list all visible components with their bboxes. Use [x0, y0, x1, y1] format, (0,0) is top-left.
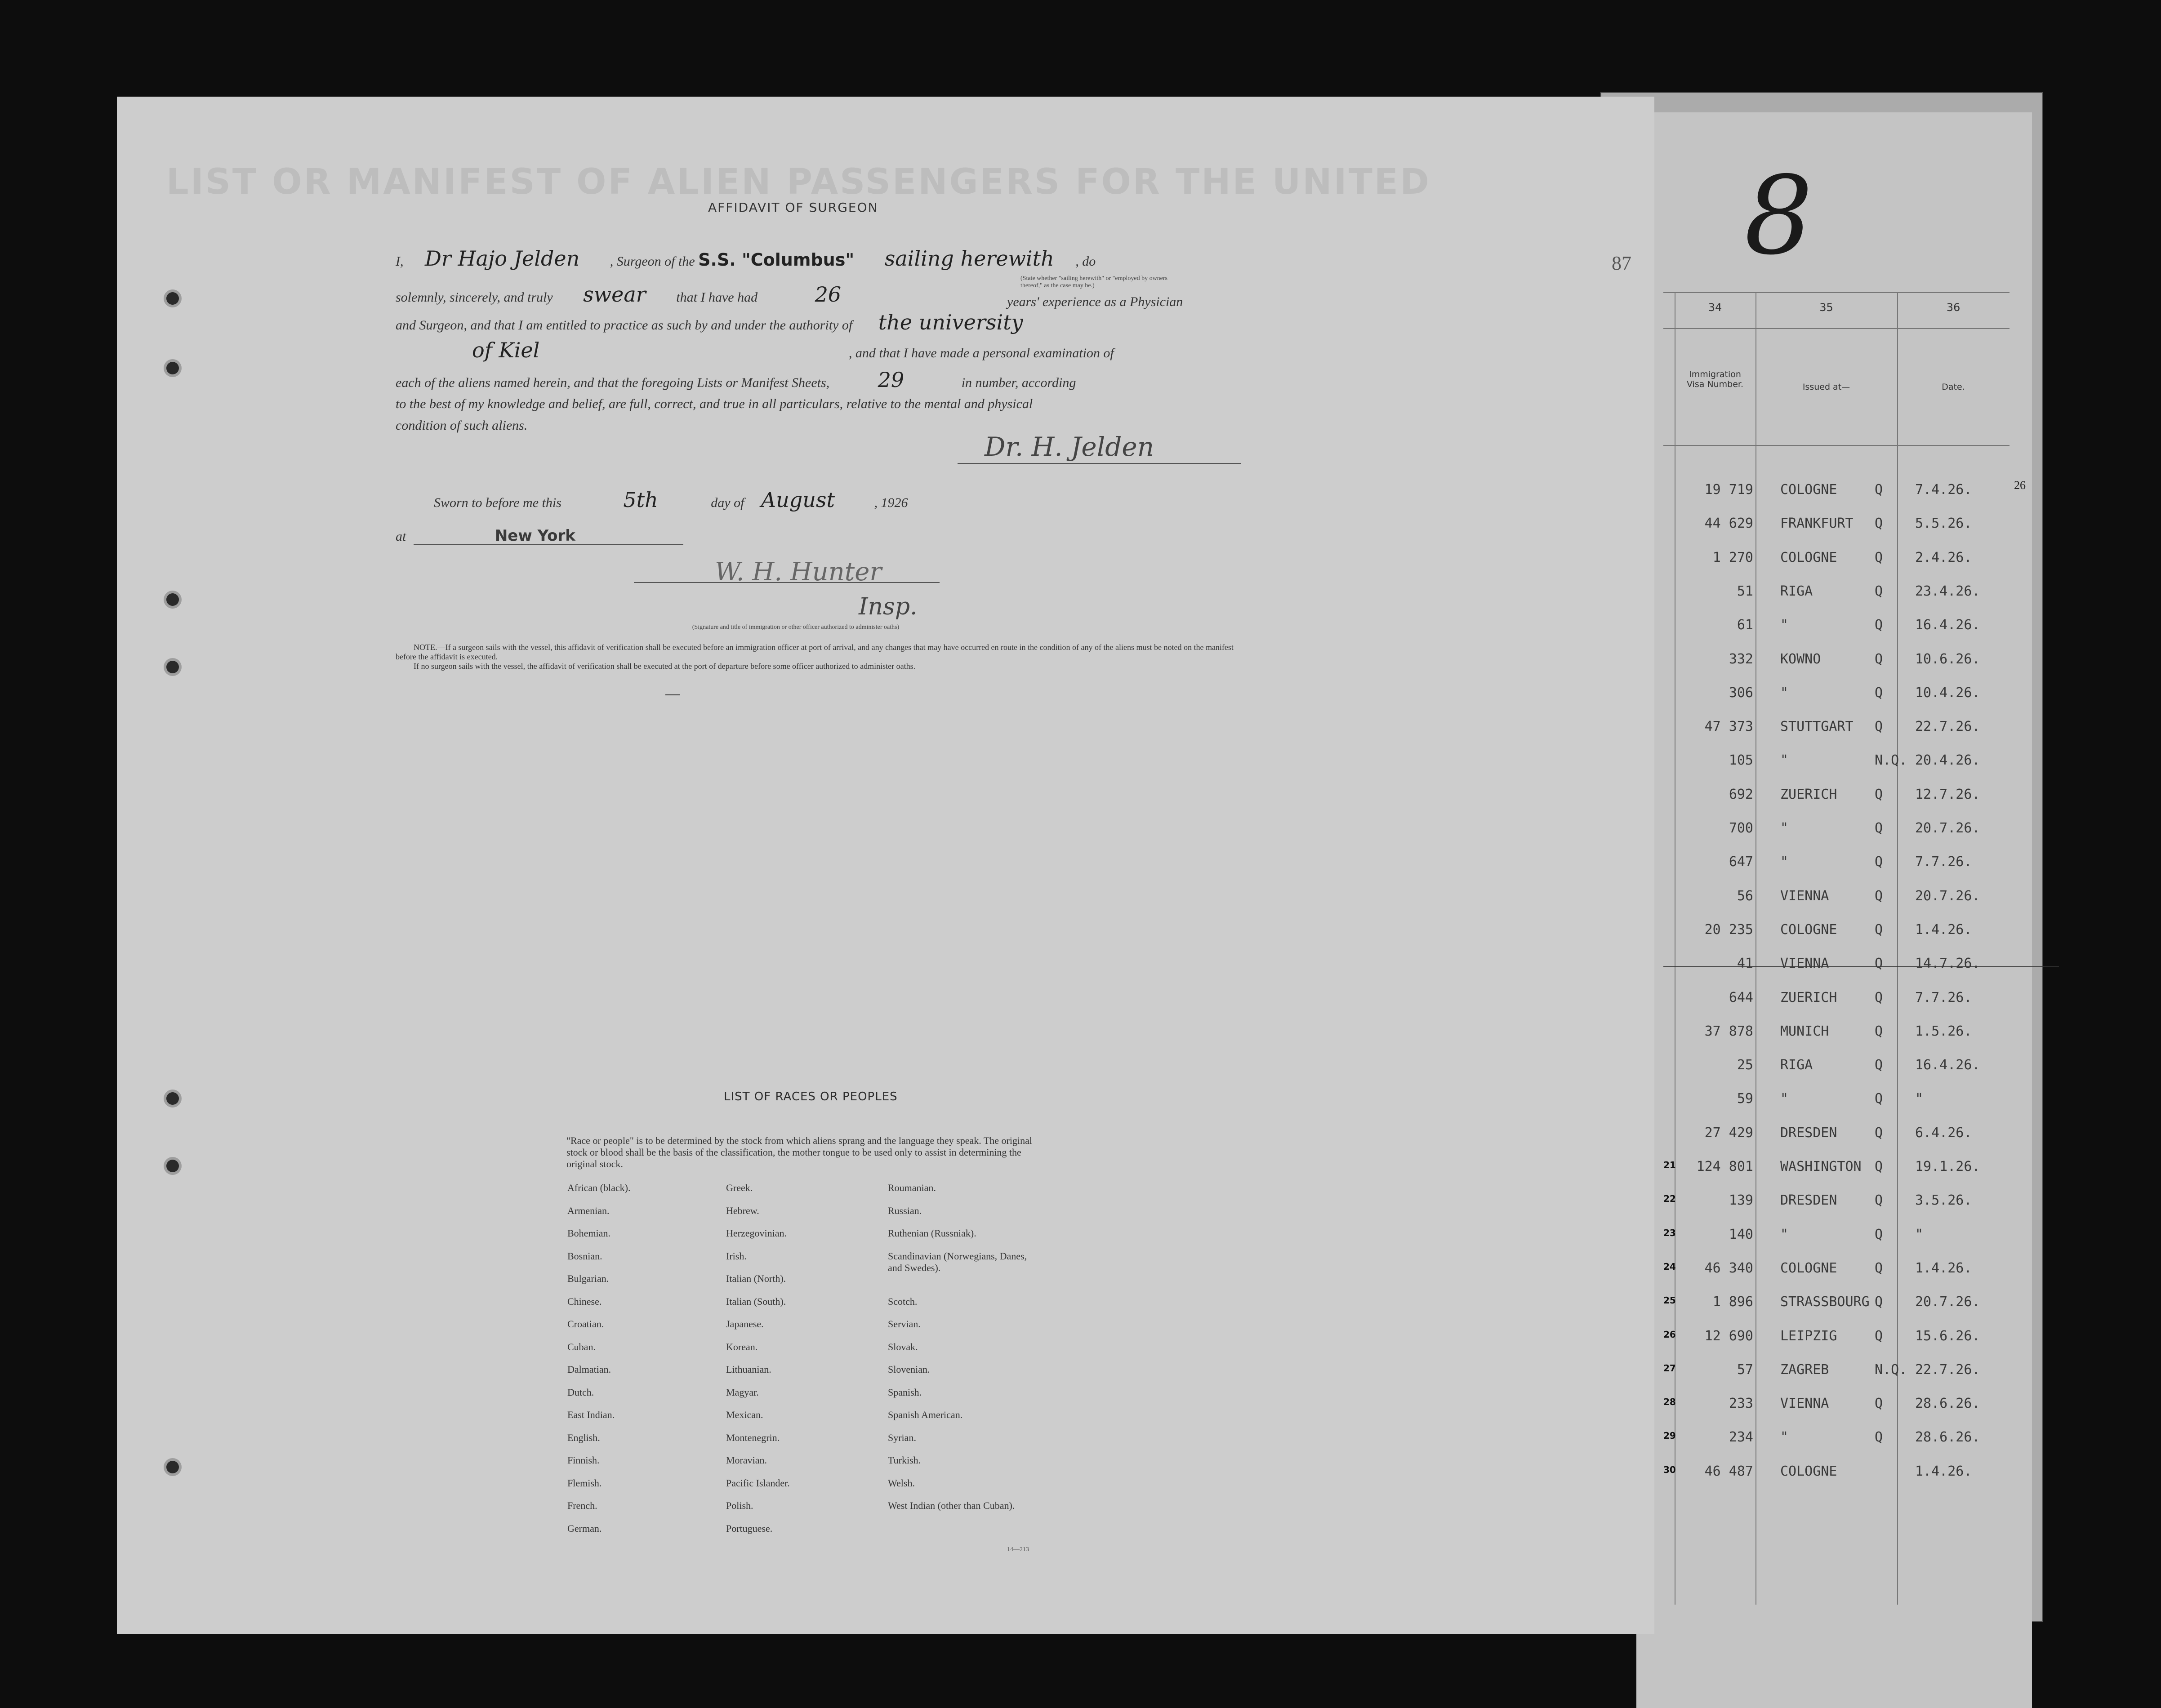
- issue-date: ": [1915, 1091, 1924, 1107]
- quota-mark: Q: [1875, 1057, 1883, 1073]
- text: in number, according: [961, 375, 1076, 390]
- issue-date: 20.7.26.: [1915, 1294, 1980, 1310]
- race-item: Mexican.: [726, 1409, 763, 1420]
- visa-number: 47 373: [1704, 719, 1753, 735]
- race-item: Magyar.: [726, 1386, 759, 1398]
- punch-hole: [166, 1160, 179, 1172]
- race-item: Greek.: [726, 1182, 753, 1193]
- issued-at: ZUERICH: [1780, 989, 1837, 1005]
- table-row: [1663, 1047, 2005, 1081]
- header-date: Date.: [1942, 382, 1965, 392]
- column-number-36: 36: [1946, 301, 1960, 314]
- visa-number: 233: [1729, 1396, 1753, 1412]
- race-item: German.: [567, 1522, 602, 1534]
- row-number: 23: [1663, 1227, 1676, 1238]
- text: , Surgeon of the: [610, 254, 695, 269]
- race-item: African (black).: [567, 1182, 631, 1193]
- issue-date: 1.4.26.: [1915, 921, 1972, 938]
- visa-number: 692: [1729, 786, 1753, 802]
- race-item: Scandinavian (Norwegians, Danes, and Swedes).: [888, 1250, 1027, 1273]
- table-row: [1663, 1115, 2005, 1149]
- table-row: [1663, 574, 2005, 608]
- surgeon-name: Dr Hajo Jelden: [425, 246, 580, 271]
- issued-at: ZUERICH: [1780, 786, 1837, 802]
- issue-date: 1.5.26.: [1915, 1023, 1972, 1039]
- table-subheader-rule: [1663, 445, 2010, 446]
- race-item: Finnish.: [567, 1454, 600, 1466]
- issue-date: 5.5.26.: [1915, 516, 1972, 532]
- affidavit-line-2-tail: years' experience as a Physician: [1007, 294, 1183, 309]
- table-row: [1663, 777, 2005, 811]
- stray-number: 87: [1612, 252, 1631, 274]
- quota-mark: Q: [1875, 583, 1883, 599]
- visa-number: 647: [1729, 854, 1753, 870]
- issue-date: 14.7.26.: [1915, 956, 1980, 972]
- race-item: Japanese.: [726, 1318, 764, 1330]
- quota-mark: Q: [1875, 1159, 1883, 1174]
- text: , 1926: [874, 495, 908, 510]
- quota-mark: Q: [1875, 1328, 1883, 1344]
- issue-date: 10.4.26.: [1915, 685, 1980, 701]
- row-number: 25: [1663, 1295, 1676, 1306]
- quota-mark: Q: [1875, 1396, 1883, 1412]
- table-row: [1663, 946, 2005, 980]
- issued-at: COLOGNE: [1780, 921, 1837, 938]
- quota-mark: Q: [1875, 651, 1883, 667]
- issue-date: 20.7.26.: [1915, 888, 1980, 904]
- races-column-3: [888, 1182, 1036, 1545]
- issued-at: WASHINGTON: [1780, 1159, 1862, 1174]
- signature-rule: [958, 463, 1241, 464]
- race-item: Chinese.: [567, 1295, 602, 1307]
- issued-at: COLOGNE: [1780, 1260, 1837, 1276]
- visa-number: 57: [1737, 1361, 1753, 1378]
- visa-number: 61: [1737, 617, 1753, 633]
- issued-at: COLOGNE: [1780, 482, 1837, 498]
- punch-hole: [166, 362, 179, 374]
- table-row: [1663, 1149, 2005, 1183]
- race-item: Hebrew.: [726, 1205, 759, 1216]
- race-item: Roumanian.: [888, 1182, 936, 1193]
- text: solemnly, sincerely, and truly: [396, 290, 553, 305]
- visa-number: 46 487: [1704, 1463, 1753, 1479]
- table-row: [1663, 472, 2005, 506]
- table-row: [1663, 743, 2005, 777]
- affidavit-line-5: [396, 368, 1076, 392]
- table-row: [1663, 810, 2005, 845]
- faded-manifest-title: LIST OR MANIFEST OF ALIEN PASSENGERS FOR THE UNITED: [166, 162, 1431, 202]
- punch-hole: [166, 1461, 179, 1473]
- quota-mark: Q: [1875, 956, 1883, 972]
- affidavit-line-6: to the best of my knowledge and belief, are full, correct, and true in all particulars, relative to the mental and physical: [396, 396, 1033, 411]
- table-row: [1663, 1352, 2005, 1386]
- visa-number: 59: [1737, 1091, 1753, 1107]
- place-rule: [414, 544, 683, 545]
- visa-number: 20 235: [1704, 921, 1753, 938]
- quota-mark: Q: [1875, 685, 1883, 701]
- races-column-1: [567, 1182, 630, 1545]
- issue-date: 1.4.26.: [1915, 1463, 1972, 1479]
- place: New York: [495, 527, 575, 545]
- issued-at: MUNICH: [1780, 1023, 1829, 1039]
- issued-at: ": [1780, 1226, 1789, 1242]
- affidavit-line-2: [396, 282, 841, 307]
- visa-number: 1 896: [1712, 1294, 1753, 1310]
- row-number: 27: [1663, 1362, 1676, 1374]
- visa-number: 140: [1729, 1226, 1753, 1242]
- header-issued-at: Issued at—: [1802, 382, 1850, 392]
- row-number: 22: [1663, 1193, 1676, 1205]
- table-header-rule: [1663, 328, 2010, 329]
- authority: the university: [878, 310, 1023, 334]
- sworn-day: 5th: [623, 488, 658, 512]
- issued-at: ZAGREB: [1780, 1361, 1829, 1378]
- table-row: [1663, 709, 2005, 743]
- quota-mark: N.Q.: [1875, 752, 1907, 769]
- table-row: [1663, 1183, 2005, 1217]
- sheet-count: 29: [878, 368, 905, 392]
- race-item: Italian (North).: [726, 1273, 786, 1284]
- column-number-35: 35: [1819, 301, 1833, 314]
- officer-signature: W. H. Hunter: [715, 557, 882, 587]
- at-line: [396, 527, 575, 545]
- visa-number: 139: [1729, 1192, 1753, 1209]
- race-item: Irish.: [726, 1250, 747, 1262]
- table-row: [1663, 912, 2005, 946]
- visa-number: 44 629: [1704, 516, 1753, 532]
- quota-mark: Q: [1875, 516, 1883, 532]
- table-top-rule: [1663, 292, 2010, 293]
- race-item: Spanish.: [888, 1386, 922, 1398]
- dash: [665, 694, 680, 695]
- table-row: [1663, 878, 2005, 912]
- race-item: Italian (South).: [726, 1295, 786, 1307]
- race-item: Armenian.: [567, 1205, 610, 1216]
- issue-date: 3.5.26.: [1915, 1192, 1972, 1209]
- quota-mark: Q: [1875, 1023, 1883, 1039]
- affidavit-line-3: [396, 310, 1023, 334]
- issue-date: 23.4.26.: [1915, 583, 1980, 599]
- quota-mark: Q: [1875, 921, 1883, 938]
- form-number: 14—213: [1007, 1546, 1029, 1553]
- issue-date: 20.4.26.: [1915, 752, 1980, 769]
- races-title: LIST OF RACES OR PEOPLES: [724, 1090, 898, 1103]
- note-1: NOTE.—If a surgeon sails with the vessel, this affidavit of verification shall be executed before an immigration officer at port of arrival, and any changes that may have occurred en route in the condition of any of the aliens must be noted on the manifest before the affidavit is executed.: [396, 643, 1234, 661]
- races-column-2: [726, 1182, 790, 1545]
- table-row: [1663, 844, 2005, 878]
- issued-at: ": [1780, 685, 1789, 701]
- row-number: 26: [1663, 1329, 1676, 1340]
- race-item: Moravian.: [726, 1454, 767, 1466]
- text: day of: [711, 495, 744, 510]
- table-row: [1663, 607, 2005, 641]
- visa-number: 12 690: [1704, 1328, 1753, 1344]
- state-note: (State whether "sailing herewith" or "employed by owners thereof," as the case may be.): [1020, 275, 1168, 289]
- race-item: Portuguese.: [726, 1522, 773, 1534]
- issue-date: 19.1.26.: [1915, 1159, 1980, 1174]
- race-item: Dutch.: [567, 1386, 594, 1398]
- text: each of the aliens named herein, and that the foregoing Lists or Manifest Sheets,: [396, 375, 830, 390]
- race-item: Dalmatian.: [567, 1364, 611, 1375]
- race-item: Croatian.: [567, 1318, 604, 1330]
- visa-number: 19 719: [1704, 482, 1753, 498]
- officer-rule: [634, 582, 940, 583]
- issued-at: ": [1780, 617, 1789, 633]
- quota-mark: Q: [1875, 854, 1883, 870]
- issued-at: COLOGNE: [1780, 1463, 1837, 1479]
- race-item: Flemish.: [567, 1477, 602, 1489]
- issued-at: FRANKFURT: [1780, 516, 1854, 532]
- race-item: Lithuanian.: [726, 1364, 771, 1375]
- oath-word: swear: [583, 282, 646, 307]
- issued-at: ": [1780, 1091, 1789, 1107]
- sworn-month: August: [761, 488, 835, 512]
- issue-date: 28.6.26.: [1915, 1429, 1980, 1446]
- race-item: Pacific Islander.: [726, 1477, 790, 1489]
- table-row: [1663, 1318, 2005, 1352]
- race-item: Servian.: [888, 1318, 921, 1330]
- issue-date: 22.7.26.: [1915, 1361, 1980, 1378]
- race-item: Slovak.: [888, 1341, 918, 1352]
- race-item: West Indian (other than Cuban).: [888, 1500, 1015, 1511]
- race-item: Scotch.: [888, 1295, 918, 1307]
- issue-date: 16.4.26.: [1915, 617, 1980, 633]
- race-item: Korean.: [726, 1341, 758, 1352]
- surgeon-signature: Dr. H. Jelden: [985, 431, 1154, 462]
- affidavit-note: [396, 643, 1250, 671]
- quota-mark: Q: [1875, 1260, 1883, 1276]
- punch-hole: [166, 661, 179, 673]
- table-row: [1663, 1386, 2005, 1420]
- header-visa-number: Immigration Visa Number.: [1686, 369, 1744, 389]
- issued-at: RIGA: [1780, 1057, 1813, 1073]
- visa-number: 105: [1729, 752, 1753, 769]
- quota-mark: Q: [1875, 482, 1883, 498]
- issued-at: STUTTGART: [1780, 719, 1854, 735]
- quota-mark: Q: [1875, 1429, 1883, 1446]
- visa-number: 332: [1729, 651, 1753, 667]
- text: Sworn to before me this: [434, 495, 561, 510]
- text: that I have had: [676, 290, 758, 305]
- visa-number: 306: [1729, 685, 1753, 701]
- text: at: [396, 529, 406, 544]
- race-item: Russian.: [888, 1205, 922, 1216]
- race-item: Bohemian.: [567, 1228, 610, 1239]
- affidavit-line-1: [396, 246, 1096, 271]
- quota-mark: Q: [1875, 1125, 1883, 1141]
- issued-at: ": [1780, 820, 1789, 836]
- issue-date: ": [1915, 1226, 1924, 1242]
- visa-number: 41: [1737, 956, 1753, 972]
- visa-number: 700: [1729, 820, 1753, 836]
- race-item: Syrian.: [888, 1432, 916, 1443]
- visa-number: 234: [1729, 1429, 1753, 1446]
- issue-date: 12.7.26.: [1915, 786, 1980, 802]
- punch-hole: [166, 1092, 179, 1105]
- punch-hole: [166, 593, 179, 606]
- table-row: [1663, 540, 2005, 574]
- quota-mark: Q: [1875, 1294, 1883, 1310]
- row-number: 30: [1663, 1464, 1676, 1475]
- visa-number: 27 429: [1704, 1125, 1753, 1141]
- issue-date: 16.4.26.: [1915, 1057, 1980, 1073]
- quota-mark: Q: [1875, 820, 1883, 836]
- issued-at: DRESDEN: [1780, 1192, 1837, 1209]
- signature-caption: (Signature and title of immigration or other officer authorized to administer oaths): [692, 624, 900, 631]
- issued-at: VIENNA: [1780, 1396, 1829, 1412]
- note-2: If no surgeon sails with the vessel, the affidavit of verification shall be executed at the port of departure before some officer authorized to administer oaths.: [414, 662, 916, 671]
- issued-at: ": [1780, 1429, 1789, 1446]
- race-item: Ruthenian (Russniak).: [888, 1228, 976, 1239]
- issued-at: ": [1780, 854, 1789, 870]
- quota-mark: Q: [1875, 1226, 1883, 1242]
- table-row: [1663, 1419, 2005, 1454]
- race-item: Herzegovinian.: [726, 1228, 787, 1239]
- affidavit-line-7: condition of such aliens.: [396, 418, 528, 433]
- visa-number: 46 340: [1704, 1260, 1753, 1276]
- affidavit-title: AFFIDAVIT OF SURGEON: [708, 200, 878, 215]
- issued-at: DRESDEN: [1780, 1125, 1837, 1141]
- table-row: [1663, 1217, 2005, 1251]
- authority-2: of Kiel: [472, 338, 540, 362]
- table-row: [1663, 1081, 2005, 1115]
- race-item: Montenegrin.: [726, 1432, 780, 1443]
- issued-at: ": [1780, 752, 1789, 769]
- table-row: [1663, 675, 2005, 709]
- race-item: Bulgarian.: [567, 1273, 609, 1284]
- race-item: Welsh.: [888, 1477, 915, 1489]
- row-number: 21: [1663, 1160, 1676, 1170]
- issue-date: 20.7.26.: [1915, 820, 1980, 836]
- visa-number: 644: [1729, 989, 1753, 1005]
- text: , and that I have made a personal examination of: [848, 346, 1114, 360]
- issue-date: 22.7.26.: [1915, 719, 1980, 735]
- race-item: Cuban.: [567, 1341, 596, 1352]
- race-item: Slovenian.: [888, 1364, 930, 1375]
- issued-at: RIGA: [1780, 583, 1813, 599]
- issue-date: 2.4.26.: [1915, 549, 1972, 565]
- row-number: 28: [1663, 1397, 1676, 1408]
- race-item: French.: [567, 1500, 597, 1511]
- visa-number: 124 801: [1696, 1159, 1753, 1174]
- issued-at: VIENNA: [1780, 888, 1829, 904]
- table-row: [1663, 980, 2005, 1014]
- issued-at: LEIPZIG: [1780, 1328, 1837, 1344]
- race-item: East Indian.: [567, 1409, 615, 1420]
- column-number-34: 34: [1708, 301, 1722, 314]
- quota-mark: N.Q.: [1875, 1361, 1907, 1378]
- table-row: [1663, 1284, 2005, 1318]
- text: I,: [396, 254, 404, 269]
- text: , do: [1075, 254, 1096, 269]
- officer-title: Insp.: [859, 593, 918, 620]
- quota-mark: Q: [1875, 786, 1883, 802]
- sworn-line: [434, 488, 908, 512]
- vessel-name: S.S. "Columbus": [698, 250, 855, 270]
- races-intro: "Race or people" is to be determined by the stock from which aliens sprang and the language they speak. The original stock or blood shall be the basis of the classification, the mother tongue to be used only to assist in determining the original stock.: [566, 1135, 1032, 1170]
- visa-number: 25: [1737, 1057, 1753, 1073]
- quota-mark: Q: [1875, 549, 1883, 565]
- issue-date: 10.6.26.: [1915, 651, 1980, 667]
- issue-date: 7.7.26.: [1915, 989, 1972, 1005]
- row-number: 29: [1663, 1430, 1676, 1441]
- issue-date: 28.6.26.: [1915, 1396, 1980, 1412]
- edge-number: 26: [2014, 479, 2026, 492]
- issue-date: 6.4.26.: [1915, 1125, 1972, 1141]
- table-row: [1663, 506, 2005, 540]
- visa-number: 37 878: [1704, 1023, 1753, 1039]
- quota-mark: Q: [1875, 1192, 1883, 1209]
- sailing-status: sailing herewith: [884, 246, 1054, 271]
- quota-mark: Q: [1875, 617, 1883, 633]
- issue-date: 1.4.26.: [1915, 1260, 1972, 1276]
- row-number: 24: [1663, 1261, 1676, 1272]
- race-item: English.: [567, 1432, 600, 1443]
- visa-number: 56: [1737, 888, 1753, 904]
- quota-mark: Q: [1875, 989, 1883, 1005]
- quota-mark: Q: [1875, 719, 1883, 735]
- table-row: [1663, 641, 2005, 676]
- issue-date: 7.7.26.: [1915, 854, 1972, 870]
- text: and Surgeon, and that I am entitled to practice as such by and under the authority of: [396, 318, 853, 333]
- page-number: 8: [1744, 153, 1813, 279]
- table-row: [1663, 1014, 2005, 1048]
- race-item: Bosnian.: [567, 1250, 602, 1262]
- affidavit-line-4: [396, 338, 1114, 362]
- years-experience: 26: [815, 282, 842, 307]
- issued-at: COLOGNE: [1780, 549, 1837, 565]
- issued-at: STRASSBOURG: [1780, 1294, 1870, 1310]
- punch-hole: [166, 292, 179, 305]
- issued-at: VIENNA: [1780, 956, 1829, 972]
- visa-number: 51: [1737, 583, 1753, 599]
- table-row: [1663, 1454, 2005, 1488]
- issue-date: 7.4.26.: [1915, 482, 1972, 498]
- quota-mark: Q: [1875, 1091, 1883, 1107]
- race-item: Polish.: [726, 1500, 753, 1511]
- issued-at: KOWNO: [1780, 651, 1821, 667]
- quota-mark: Q: [1875, 888, 1883, 904]
- table-row: [1663, 1250, 2005, 1285]
- race-item: Spanish American.: [888, 1409, 963, 1420]
- race-item: Turkish.: [888, 1454, 921, 1466]
- visa-number: 1 270: [1712, 549, 1753, 565]
- issue-date: 15.6.26.: [1915, 1328, 1980, 1344]
